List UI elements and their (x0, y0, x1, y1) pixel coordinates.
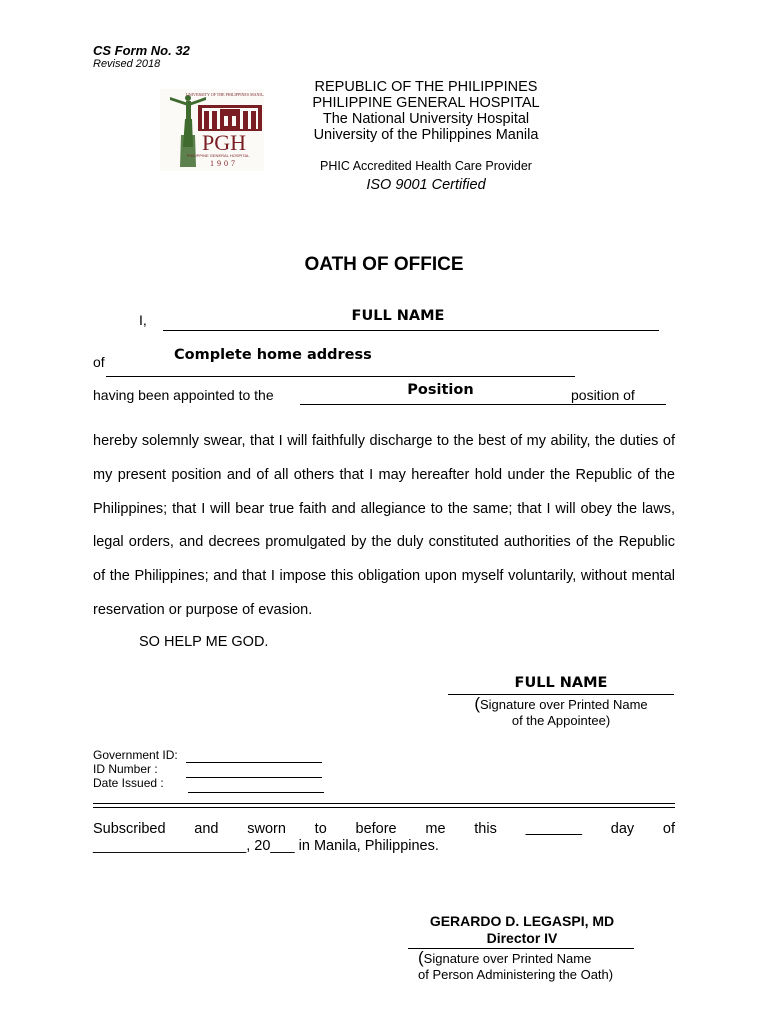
page-title: OATH OF OFFICE (304, 254, 464, 275)
full-name-line (163, 330, 659, 331)
divider-top (93, 803, 675, 804)
id-number-line[interactable] (186, 777, 322, 778)
admin-caption-line-1: Signature over Printed Name (423, 951, 592, 966)
logo-year: 1907 (210, 159, 238, 168)
form-revised-date: Revised 2018 (93, 58, 161, 70)
logo-arc-text: UNIVERSITY OF THE PHILIPPINES MANILA (185, 92, 264, 97)
address-field[interactable]: Complete home address (174, 347, 372, 363)
caption-open-paren: ( (474, 694, 480, 713)
header-line-university: University of the Philippines Manila (313, 127, 539, 143)
day-of-label: day of (610, 821, 676, 837)
logo-subtitle: PHILIPPINE GENERAL HOSPITAL (186, 153, 250, 158)
header-line-hospital: PHILIPPINE GENERAL HOSPITAL (312, 95, 540, 111)
phic-accreditation: PHIC Accredited Health Care Provider (320, 159, 532, 173)
government-id-label: Government ID: (93, 748, 178, 762)
logo-initials: PGH (201, 130, 247, 155)
iso-certification: ISO 9001 Certified (366, 177, 486, 193)
appointee-name[interactable]: FULL NAME (514, 675, 608, 691)
caption-line-1: Signature over Printed Name (480, 697, 648, 712)
position-of-label: position of (571, 387, 635, 403)
address-line (106, 376, 575, 377)
administrator-signature-caption (418, 950, 613, 983)
pgh-logo (160, 89, 264, 171)
oath-body: hereby solemnly swear, that I will faithfully discharge to the best of my ability, the duties of my present position and of all others that I may hereafter hold under the Republic of the Philippines; that I will bear true faith and allegiance to the same; that I will obey the laws, legal orders, and decrees promulgated by the duly constituted authorities of the Republic of the Philippines; and that I impose this obligation upon myself voluntarily, without mental reservation or purpose of evasion. (93, 433, 675, 618)
subscribed-line-1 (93, 821, 675, 838)
government-id-line[interactable] (186, 762, 322, 763)
administrator-name: GERARDO D. LEGASPI, MD (429, 913, 615, 929)
header-line-national: The National University Hospital (322, 111, 530, 127)
full-name-field[interactable]: FULL NAME (351, 308, 445, 324)
date-issued-label: Date Issued : (93, 776, 164, 790)
caption-line-2: of the Appointee) (511, 713, 611, 728)
id-number-label: ID Number : (93, 762, 158, 776)
position-field[interactable]: Position (407, 382, 474, 398)
subscribed-text: Subscribed and sworn to before me this (93, 821, 497, 837)
subscribed-line-2 (93, 838, 439, 854)
year-location-text: , 20___ in Manila, Philippines. (246, 838, 439, 854)
appointee-signature-caption (448, 696, 674, 729)
institution-header (290, 79, 562, 143)
of-label: of (93, 354, 105, 370)
administrator-position: Director IV (486, 930, 558, 946)
day-blank[interactable]: _______ (525, 821, 583, 837)
closing-line: SO HELP ME GOD. (139, 634, 269, 650)
form-number: CS Form No. 32 (93, 43, 190, 58)
i-label: I, (139, 312, 147, 328)
date-issued-line[interactable] (188, 792, 324, 793)
administrator-signature-line (408, 948, 634, 949)
divider-bottom (93, 807, 675, 808)
appointee-signature-line (448, 694, 674, 695)
header-line-republic: REPUBLIC OF THE PHILIPPINES (314, 79, 538, 95)
admin-caption-open-paren: ( (418, 948, 424, 967)
position-line (300, 404, 666, 405)
month-blank[interactable]: ___________________ (93, 838, 247, 854)
admin-caption-line-2: of Person Administering the Oath) (418, 967, 614, 982)
appointed-label: having been appointed to the (93, 387, 274, 403)
